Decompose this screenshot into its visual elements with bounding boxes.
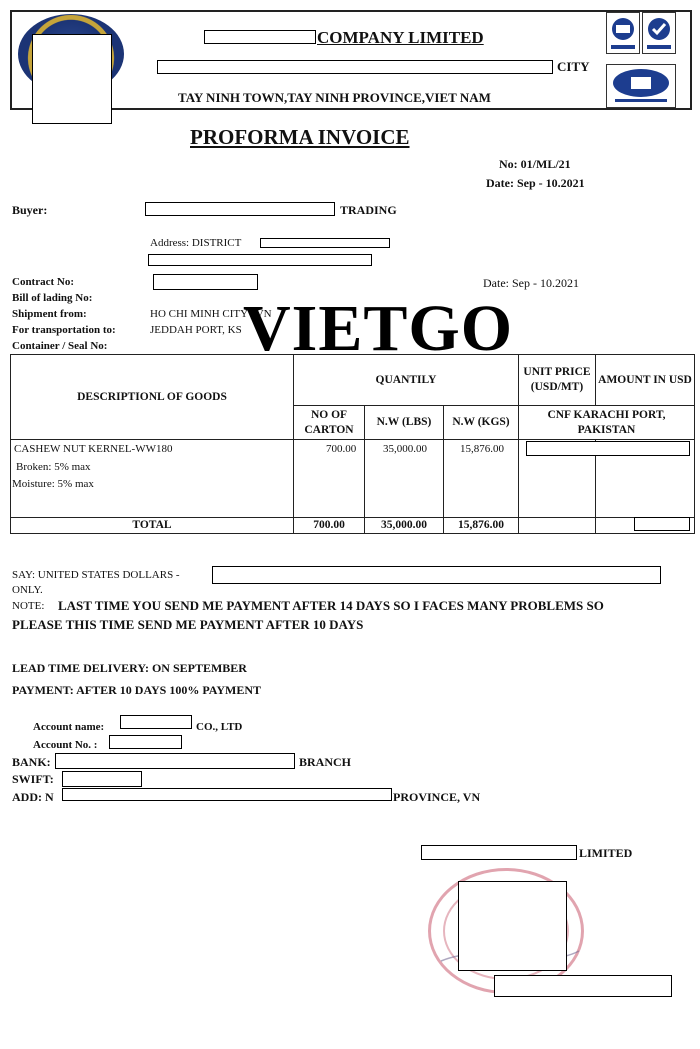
redacted-buyer-address-line xyxy=(148,254,372,266)
redacted-amount-in-words xyxy=(212,566,661,584)
bill-of-lading-label: Bill of lading No: xyxy=(12,292,93,304)
header-nw-lbs: N.W (LBS) xyxy=(364,405,444,440)
container-seal-label: Container / Seal No: xyxy=(12,340,108,352)
account-number-label: Account No. : xyxy=(33,739,98,751)
item-kgs: 15,876.00 xyxy=(460,443,504,455)
redacted-seal-center xyxy=(458,881,567,971)
account-name-suffix: CO., LTD xyxy=(196,721,243,733)
invoice-date: Date: Sep - 10.2021 xyxy=(486,176,585,190)
bank-label: BANK: xyxy=(12,755,51,769)
say-amount-suffix: ONLY. xyxy=(12,584,43,596)
buyer-name-suffix: TRADING xyxy=(340,203,397,217)
signatory-company-suffix: LIMITED xyxy=(579,846,633,860)
shipment-from-label: Shipment from: xyxy=(12,308,87,320)
contract-date: Date: Sep - 10.2021 xyxy=(483,276,579,290)
redacted-signatory-name xyxy=(494,975,672,997)
certification-badge-icon xyxy=(606,12,640,54)
shipment-from-value: HO CHI MINH CITY , VN xyxy=(150,308,272,320)
company-address: TAY NINH TOWN,TAY NINH PROVINCE,VIET NAM xyxy=(178,90,491,105)
swift-label: SWIFT: xyxy=(12,772,54,786)
item-moisture: Moisture: 5% max xyxy=(12,478,94,490)
redacted-buyer-name xyxy=(145,202,335,216)
say-amount-prefix: SAY: UNITED STATES DOLLARS - xyxy=(12,569,180,581)
total-lbs: 35,000.00 xyxy=(364,517,444,534)
redacted-swift-code xyxy=(62,771,142,787)
invoice-number: No: 01/ML/21 xyxy=(499,157,571,171)
header-cnf-port: CNF KARACHI PORT, PAKISTAN xyxy=(518,405,695,440)
quality-badge-icon xyxy=(642,12,676,54)
payment-terms: PAYMENT: AFTER 10 DAYS 100% PAYMENT xyxy=(12,683,262,697)
account-name-label: Account name: xyxy=(33,721,105,733)
bank-address-suffix: PROVINCE, VN xyxy=(393,790,481,804)
item-cartons: 700.00 xyxy=(326,443,357,455)
note-line-1: LAST TIME YOU SEND ME PAYMENT AFTER 14 DAYS SO I FACES MANY PROBLEMS SO xyxy=(58,598,604,613)
total-kgs: 15,876.00 xyxy=(443,517,519,534)
company-name-suffix: COMPANY LIMITED xyxy=(317,28,484,47)
item-broken: Broken: 5% max xyxy=(16,461,91,473)
lead-time-delivery: LEAD TIME DELIVERY: ON SEPTEMBER xyxy=(12,661,247,675)
header-description: DESCRIPTIONL OF GOODS xyxy=(10,354,294,440)
bank-branch-suffix: BRANCH xyxy=(299,755,352,769)
company-city-suffix: CITY xyxy=(557,59,590,74)
total-label: TOTAL xyxy=(10,517,294,534)
redacted-buyer-street xyxy=(260,238,390,248)
total-price-cell xyxy=(518,517,596,534)
buyer-label: Buyer: xyxy=(12,203,48,217)
item-lbs: 35,000.00 xyxy=(383,443,427,455)
redacted-logo xyxy=(32,34,112,124)
note-label: NOTE: xyxy=(12,600,45,612)
total-cartons: 700.00 xyxy=(293,517,365,534)
redacted-bank-address xyxy=(62,788,392,801)
redacted-total-amount xyxy=(634,517,690,531)
document-title: PROFORMA INVOICE xyxy=(190,125,410,149)
header-nw-kgs: N.W (KGS) xyxy=(443,405,519,440)
redacted-contract-number xyxy=(153,274,258,290)
header-amount: AMOUNT IN USD xyxy=(595,354,695,406)
header-cartons: NO OF CARTON xyxy=(293,405,365,440)
vietgo-watermark: VIETGO xyxy=(243,292,514,365)
redacted-signatory-company xyxy=(421,845,577,860)
redacted-account-name xyxy=(120,715,192,729)
bank-address-label: ADD: N xyxy=(12,790,54,804)
transport-to-value: JEDDAH PORT, KS xyxy=(150,324,242,336)
buyer-address-prefix: Address: DISTRICT xyxy=(150,237,242,249)
redacted-company-street xyxy=(157,60,553,74)
redacted-unit-price xyxy=(526,441,690,456)
note-line-2: PLEASE THIS TIME SEND ME PAYMENT AFTER 10 DAYS xyxy=(12,617,364,632)
redacted-company-name xyxy=(204,30,316,44)
redacted-account-number xyxy=(109,735,182,749)
redacted-bank-name xyxy=(55,753,295,769)
header-quantity: QUANTILY xyxy=(293,354,519,406)
header-unit-price: UNIT PRICE (USD/MT) xyxy=(518,354,596,406)
standards-badge-icon xyxy=(606,64,676,108)
contract-label: Contract No: xyxy=(12,276,75,288)
item-description: CASHEW NUT KERNEL-WW180 xyxy=(14,443,173,455)
transport-to-label: For transportation to: xyxy=(12,324,116,336)
